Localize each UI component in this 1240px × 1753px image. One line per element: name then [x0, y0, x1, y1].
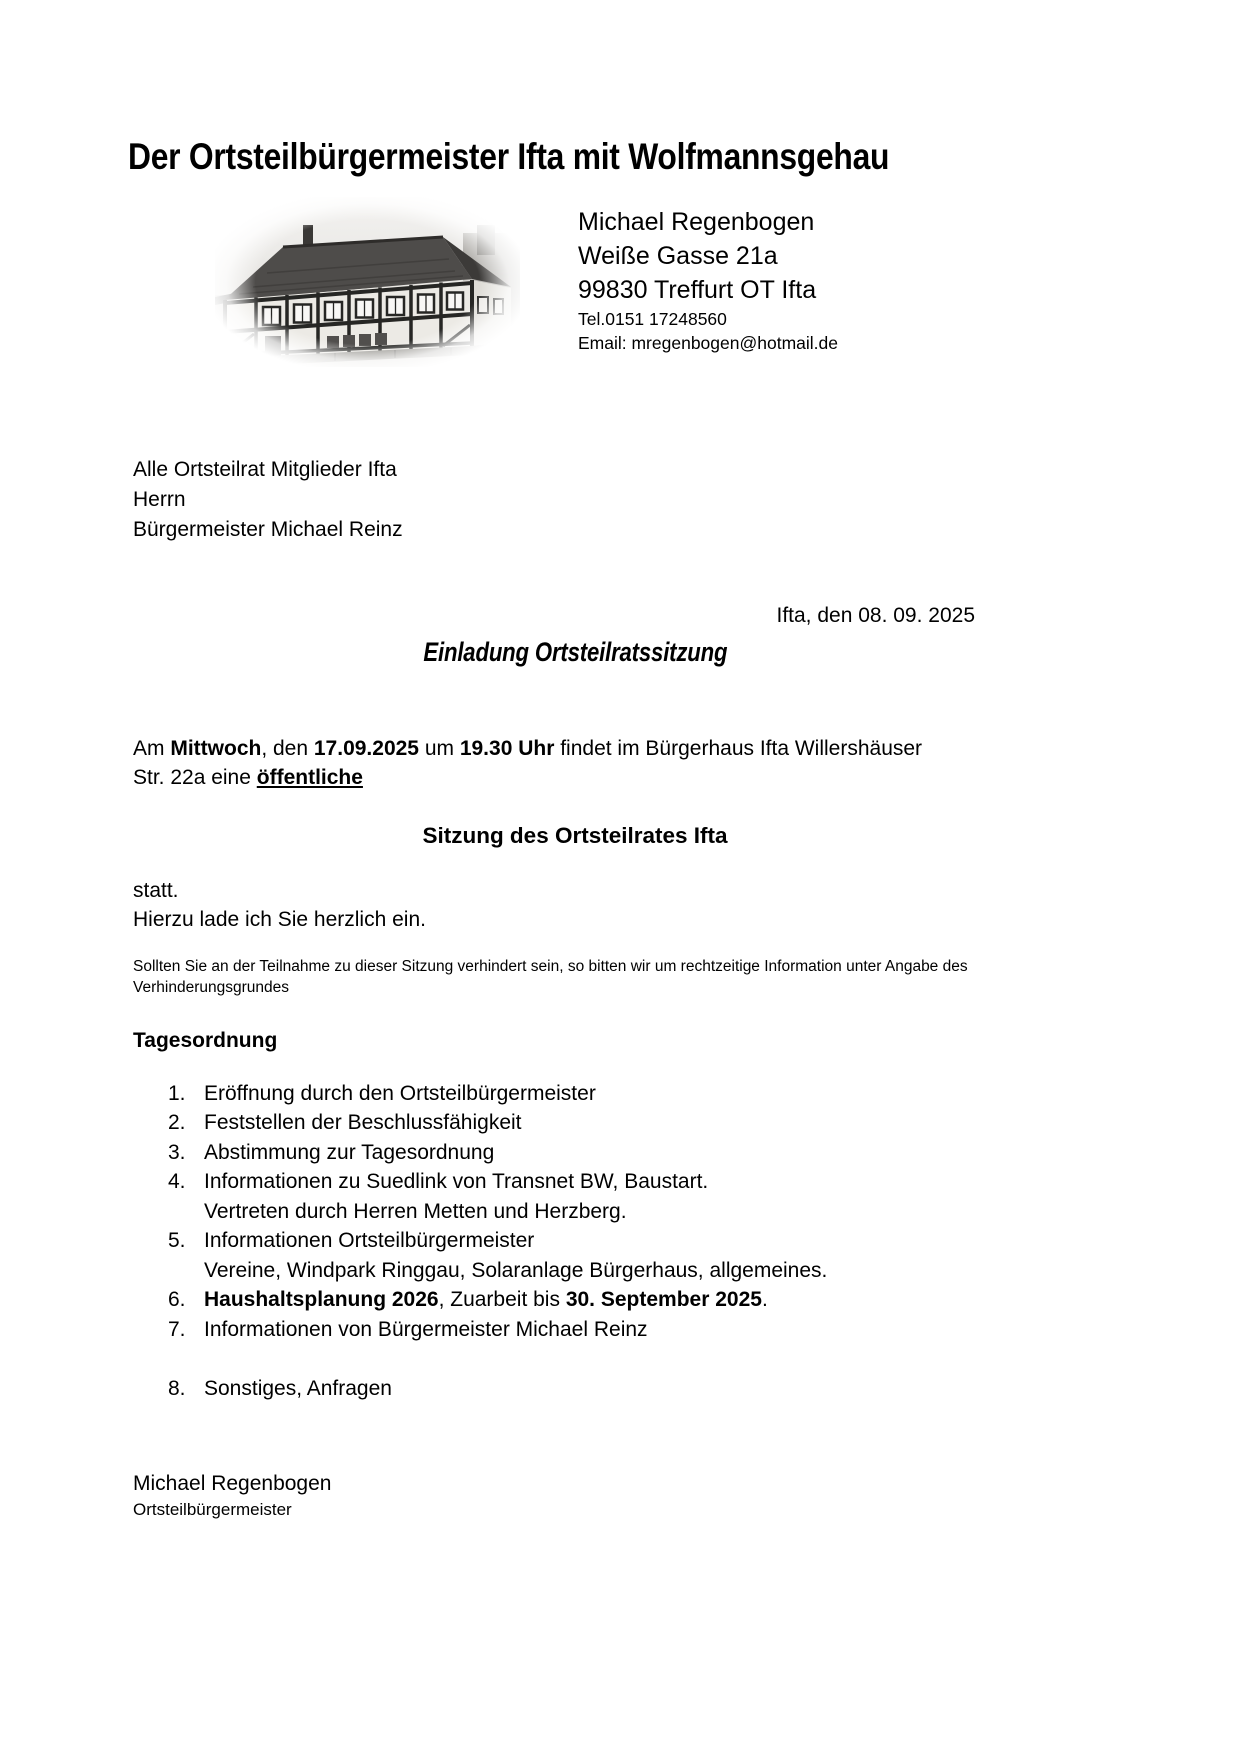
agenda-item [168, 1079, 1240, 1109]
recipient-line-3: Bürgermeister Michael Reinz [133, 517, 403, 541]
townhall-photo [215, 197, 520, 367]
sender-street: Weiße Gasse 21a [578, 241, 778, 270]
recipient-line-2: Herrn [133, 487, 186, 511]
sender-city: 99830 Treffurt OT Ifta [578, 275, 817, 304]
text-segment: Str. 22a eine [133, 765, 257, 789]
text-segment: Feststellen der Beschlussfähigkeit [204, 1111, 522, 1135]
recipient-block [133, 455, 1240, 545]
agenda-item-number: 1. [168, 1081, 186, 1105]
text-segment: findet im Bürgerhaus Ifta Willershäuser [554, 736, 923, 760]
text-segment: Am [133, 736, 171, 760]
text-segment: Sonstiges, Anfragen [204, 1377, 392, 1401]
invitation-line: Hierzu lade ich Sie herzlich ein. [133, 907, 426, 931]
sender-email: Email: mregenbogen@hotmail.de [578, 332, 838, 353]
agenda-item-line [204, 1256, 827, 1286]
text-segment: 17.09.2025 [313, 736, 419, 760]
sender-contact-block [578, 197, 838, 355]
agenda-item-number: 4. [168, 1170, 186, 1194]
agenda-item-line [204, 1108, 522, 1138]
session-title-wrap [130, 822, 1020, 850]
agenda-list [168, 1079, 1240, 1404]
text-segment: Mittwoch [170, 736, 262, 760]
signature-block [133, 1470, 1240, 1521]
agenda-item-text [204, 1374, 392, 1404]
statt-line: statt. [133, 878, 179, 902]
agenda-item [168, 1167, 1240, 1226]
text-segment: Vertreten durch Herren Metten und Herzberg. [204, 1199, 627, 1223]
text-segment: . [761, 1288, 768, 1312]
fachwerkhaus-illustration [215, 197, 520, 367]
agenda-item-line [204, 1167, 708, 1197]
text-segment: um [418, 736, 460, 760]
text-segment: 30. September 2025 [565, 1288, 762, 1312]
subject-heading: Einladung Ortsteilratssitzung [422, 636, 728, 667]
agenda-item [168, 1374, 1240, 1404]
agenda-item-line [204, 1197, 708, 1227]
agenda-item-line [204, 1315, 648, 1345]
recipient-line-1: Alle Ortsteilrat Mitglieder Ifta [133, 457, 397, 481]
agenda-item-number: 8. [168, 1377, 186, 1401]
text-segment: 19.30 Uhr [459, 736, 555, 760]
agenda-item-text [204, 1315, 648, 1345]
intro-paragraph [133, 734, 1033, 792]
page-title [128, 0, 1240, 179]
agenda-item-line [204, 1079, 596, 1109]
page-title-text: Der Ortsteilbürgermeister Ifta mit Wolfmannsgehau [128, 136, 890, 177]
sender-name: Michael Regenbogen [578, 207, 815, 236]
text-segment: öffentliche [256, 765, 363, 789]
agenda-item-number: 5. [168, 1229, 186, 1253]
agenda-heading: Tagesordnung [133, 1028, 278, 1052]
agenda-item-number: 2. [168, 1111, 186, 1135]
text-segment: Abstimmung zur Tagesordnung [204, 1140, 495, 1164]
text-segment: Informationen zu Suedlink von Transnet BW, Baustart. [204, 1170, 709, 1194]
subject-heading-wrap [130, 637, 1020, 668]
signature-role: Ortsteilbürgermeister [133, 1499, 292, 1519]
date-line: Ifta, den 08. 09. 2025 [776, 603, 975, 627]
agenda-item-line [204, 1138, 494, 1168]
text-segment: Informationen Ortsteilbürgermeister [204, 1229, 535, 1253]
agenda-item-text [204, 1167, 708, 1226]
text-segment: , den [261, 736, 314, 760]
agenda-item-text [204, 1138, 494, 1168]
agenda-item-line [204, 1226, 827, 1256]
signature-name: Michael Regenbogen [133, 1471, 332, 1495]
letterhead [215, 197, 1240, 369]
agenda-item [168, 1108, 1240, 1138]
absence-note: Sollten Sie an der Teilnahme zu dieser Sitzung verhindert sein, so bitten wir um rechtzeitige Information unter Angabe des Verhinderungsgrundes [133, 957, 968, 997]
agenda-item [168, 1315, 1240, 1345]
agenda-item-text [204, 1226, 827, 1285]
agenda-item-number: 6. [168, 1288, 186, 1312]
session-title: Sitzung des Ortsteilrates Ifta [422, 822, 728, 848]
text-segment: Informationen von Bürgermeister Michael Reinz [204, 1317, 648, 1341]
closing-lines [133, 876, 1240, 934]
agenda-item [168, 1285, 1240, 1315]
sender-phone: Tel.0151 17248560 [578, 308, 727, 329]
text-segment: Vereine, Windpark Ringgau, Solaranlage Bürgerhaus, allgemeines. [204, 1258, 828, 1282]
agenda-item-text [204, 1079, 596, 1109]
agenda-item-number: 3. [168, 1140, 186, 1164]
agenda-item [168, 1226, 1240, 1285]
agenda-item [168, 1138, 1240, 1168]
agenda-item-line [204, 1285, 768, 1315]
agenda-item-text [204, 1108, 522, 1138]
agenda-item-number: 7. [168, 1317, 186, 1341]
text-segment: Haushaltsplanung 2026 [204, 1288, 439, 1312]
text-segment: , Zuarbeit bis [438, 1288, 566, 1312]
agenda-item-line [204, 1374, 392, 1404]
text-segment: Eröffnung durch den Ortsteilbürgermeister [204, 1081, 596, 1105]
agenda-item-text [204, 1285, 768, 1315]
